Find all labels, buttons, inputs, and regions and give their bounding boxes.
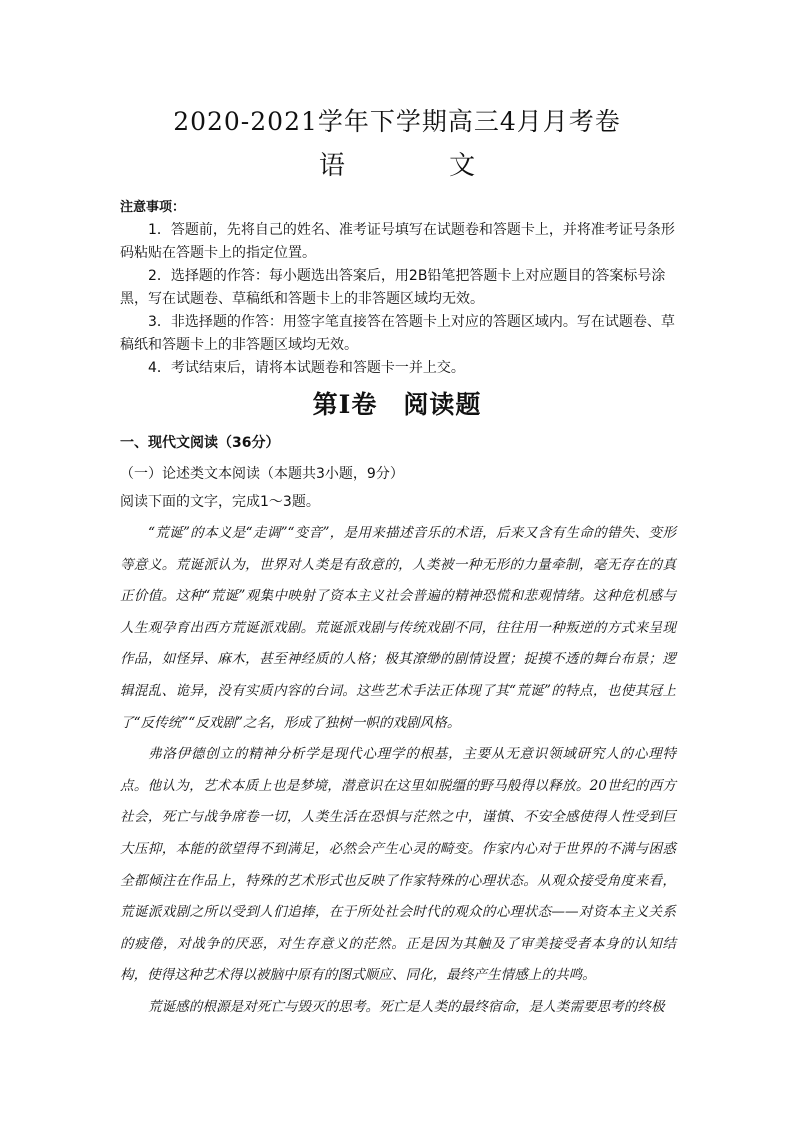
passage-paragraph: “荒诞”的本义是“走调”“变音”，是用来描述音乐的术语，后来又含有生命的错失、变形等意义。荒诞派认为，世界对人类是有敌意的，人类被一种无形的力量牵制，毫无存在的真正价值。这种“荒诞”观集中映射了资本主义社会普遍的精神恐慌和悲观情绪。这种危机感与人生观孕育出西方荒诞派戏剧。荒诞派戏剧与传统戏剧不同，往往用一种叛逆的方式来呈现作品，如怪异、麻木，甚至神经质的人格；极其潦缈的剧情设置；捉摸不透的舞台布景；逻辑混乱、诡异，没有实质内容的台词。这些艺术手法正体现了其“荒诞”的特点，也使其冠上了“反传统”“反戏剧”之名，形成了独树一帜的戏剧风格。	[120, 525, 676, 731]
reading-passage	[120, 518, 676, 1024]
passage-paragraph: 弗洛伊德创立的精神分析学是现代心理学的根基，主要从无意识领域研究人的心理特点。他认为，艺术本质上也是梦境，潜意识在这里如脱缰的野马般得以释放。20世纪的西方社会，死亡与战争席卷一切，人类生活在恐惧与茫然之中，谨慎、不安全感使得人性受到巨大压抑，本能的欲望得不到满足，必然会产生心灵的畸变。作家内心对于世界的不满与困惑全都倾注在作品上，特殊的艺术形式也反映了作家特殊的心理状态。从观众接受角度来看，荒诞派戏剧之所以受到人们追捧，在于所处社会时代的观众的心理状态——对资本主义关系的疲倦，对战争的厌恶，对生存意义的茫然。正是因为其触及了审美接受者本身的认知结构，使得这种艺术得以被脑中原有的图式顺应、同化，最终产生情感上的共鸣。	[120, 746, 676, 984]
notice-item: 1．答题前，先将自己的姓名、准考证号填写在试题卷和答题卡上，并将准考证号条形码粘贴在答题卡上的指定位置。	[120, 222, 675, 261]
subject-title: 语 文	[318, 151, 524, 181]
section-heading: 一、现代文阅读（36分）	[120, 435, 280, 451]
passage-paragraph: 荒诞感的根源是对死亡与毁灭的思考。死亡是人类的最终宿命，是人类需要思考的终极	[148, 998, 665, 1015]
section-subheading: （一）论述类文本阅读（本题共3小题，9分）	[120, 466, 404, 482]
notice-item: 2．选择题的作答：每小题选出答案后，用2B铅笔把答题卡上对应题目的答案标号涂黑，写在试题卷、草稿纸和答题卡上的非答题区域均无效。	[120, 268, 666, 307]
notice-heading: 注意事项：	[120, 200, 186, 215]
section-instruction: 阅读下面的文字，完成1～3题。	[120, 494, 320, 510]
notice-item: 4．考试结束后，请将本试题卷和答题卡一并上交。	[148, 360, 465, 376]
part-title: 第Ⅰ卷 阅读题	[312, 390, 482, 419]
notice-item: 3．非选择题的作答：用签字笔直接答在答题卡上对应的答题区域内。写在试题卷、草稿纸和答题卡上的非答题区域均无效。	[120, 314, 675, 353]
exam-title: 2020-2021学年下学期高三4月月考卷	[173, 107, 621, 136]
notice-list	[120, 219, 676, 380]
